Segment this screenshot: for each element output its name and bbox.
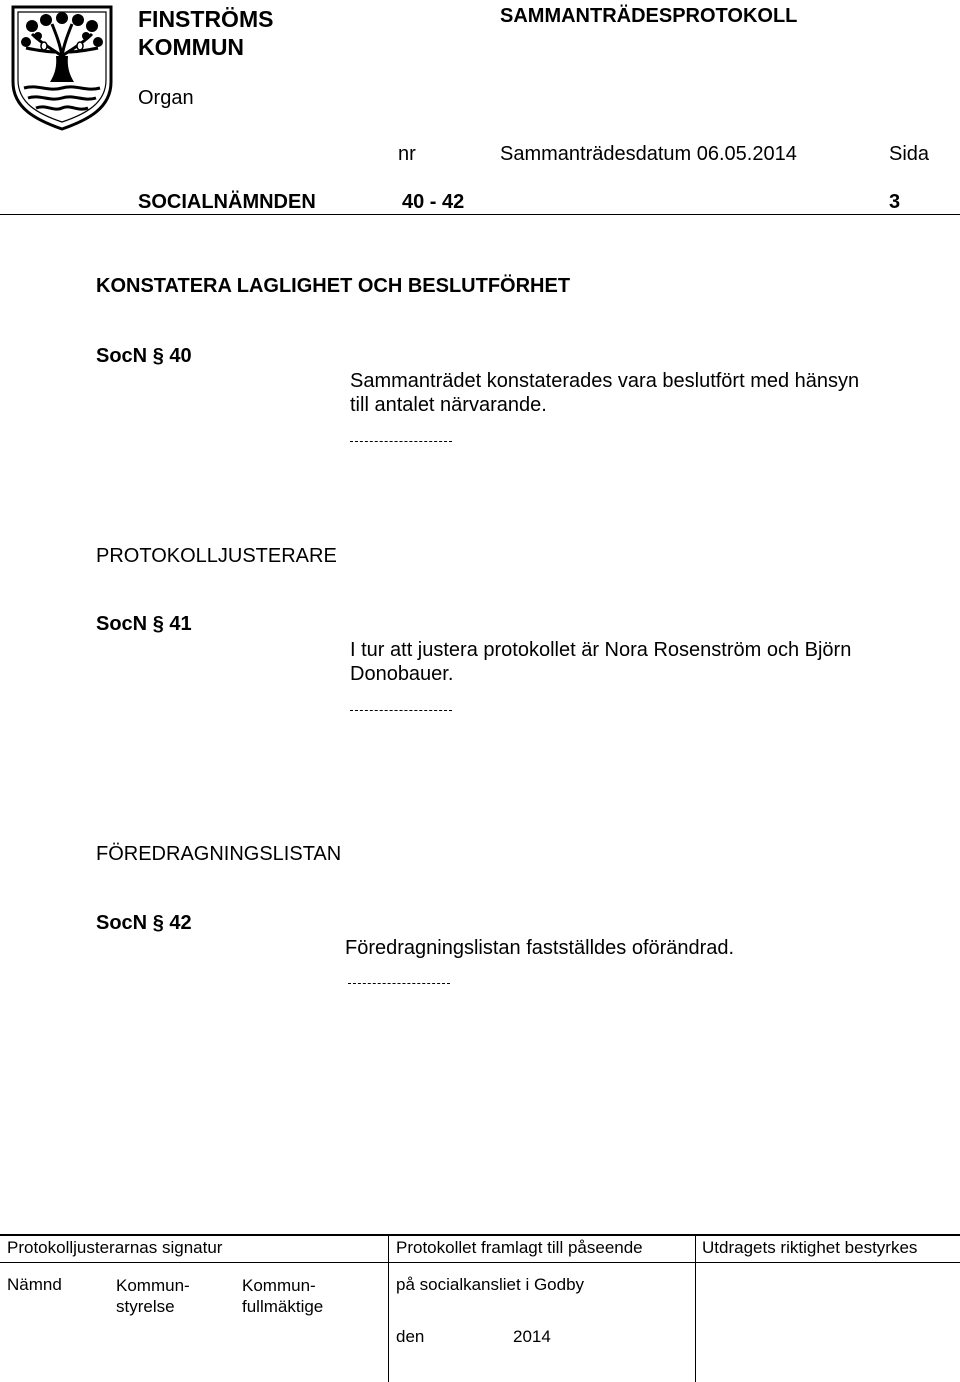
table-top-border [0,1234,960,1236]
section-heading-adjusters: PROTOKOLLJUSTERARE [96,545,337,567]
decision-text-42 [345,936,734,960]
decision-text-41 [350,638,851,686]
page-number: 3 [889,191,901,213]
header-divider [0,214,960,215]
nr-value: 40 - 42 [402,191,465,213]
municipality-name [138,5,273,61]
table-header-divider [0,1262,960,1263]
section-sign: § [152,613,164,635]
paragraph-number: 40 [169,345,192,367]
nr-label: nr [398,143,416,165]
extract-certified-header: Utdragets riktighet bestyrkes [702,1238,918,1257]
section-heading-legality: KONSTATERA LAGLIGHET OCH BESLUTFÖRHET [96,275,571,297]
decision-line: Sammanträdet konstaterades vara beslutfört med hänsyn [350,370,860,392]
section-end-dashes [348,983,450,984]
paragraph-org: SocN [96,345,148,367]
municipal-board-line2: styrelse [116,1297,175,1316]
decision-line: Föredragningslistan fastställdes oförändrad. [345,937,735,959]
municipality-name-line1: FINSTRÖMS [138,6,274,32]
paragraph-ref-40 [96,345,192,368]
municipal-council-line2: fullmäktige [242,1297,324,1316]
paragraph-org: SocN [96,613,148,635]
section-sign: § [152,345,164,367]
municipality-coat-of-arms-logo [10,4,114,132]
paragraph-ref-41 [96,613,192,636]
public-display-header: Protokollet framlagt till påseende [396,1238,643,1257]
adjusters-signature-header: Protokolljusterarnas signatur [7,1238,223,1257]
section-end-dashes [350,441,452,442]
meeting-date-label: Sammanträdesdatum 06.05.2014 [500,143,797,165]
decision-line: I tur att justera protokollet är Nora Rosenström och Björn [350,639,852,661]
section-sign: § [152,912,164,934]
section-end-dashes [350,710,452,711]
table-column-divider [695,1234,696,1382]
paragraph-number: 41 [169,613,192,635]
table-column-divider [388,1234,389,1382]
display-date-label: den [396,1327,425,1346]
paragraph-number: 42 [169,912,192,934]
municipal-board-line1: Kommun- [116,1276,190,1295]
display-year: 2014 [513,1327,551,1346]
municipal-council-label [242,1275,323,1317]
organ-label: Organ [138,87,194,109]
document-type: SAMMANTRÄDESPROTOKOLL [500,5,798,27]
paragraph-ref-42 [96,912,192,935]
organ-value: SOCIALNÄMNDEN [138,191,316,213]
municipal-council-line1: Kommun- [242,1276,316,1295]
display-location: på socialkansliet i Godby [396,1275,585,1294]
signature-table [0,1234,960,1382]
municipal-board-label [116,1275,190,1317]
decision-line: till antalet närvarande. [350,394,547,416]
decision-line: Donobauer. [350,663,454,685]
paragraph-org: SocN [96,912,148,934]
decision-text-40 [350,369,859,417]
committee-label: Nämnd [7,1275,62,1294]
page-label: Sida [889,143,930,165]
section-heading-agenda: FÖREDRAGNINGSLISTAN [96,843,342,865]
municipality-name-line2: KOMMUN [138,34,245,60]
